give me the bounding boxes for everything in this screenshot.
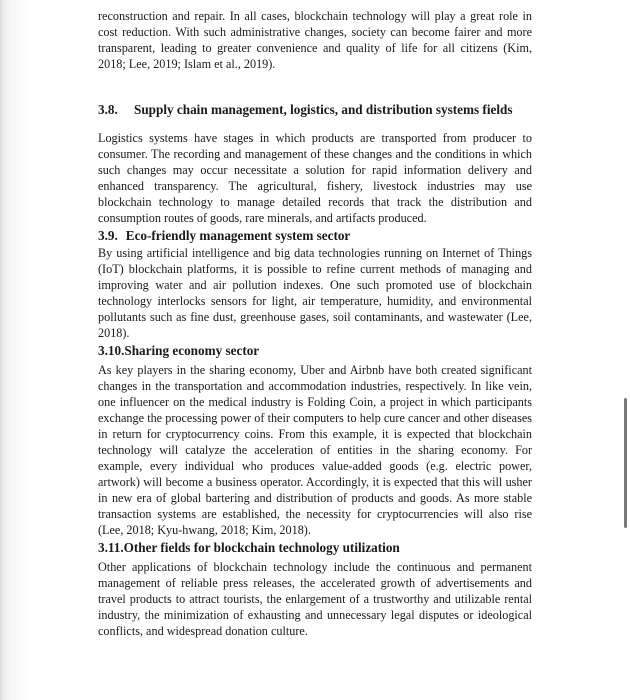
section-heading-3-8 [98, 101, 532, 118]
intro-paragraph: reconstruction and repair. In all cases, blockchain technology will play a great role in cost reduction. With such administrative changes, society can become fairer and more transparent, leading to greater convenience and quality of life for all citizens (Kim, 2018; Lee, 2019; Islam et al., 2019). [98, 9, 532, 71]
section-body-3-8: Logistics systems have stages in which products are transported from producer to consumer. The recording and management of these changes and the conditions in which such changes may occur necessitate a solution for rapid information delivery and enhanced transparency. The agricultural, fishery, livestock industries may use blockchain technology to manage detailed records that track the distribution and consumption routes of goods, rare minerals, and artifacts produced. [98, 131, 532, 225]
section-body-3-11: Other applications of blockchain technology include the continuous and permanent management of reliable press releases, the accelerated growth of advertisements and travel products to attract tourists, the enlargement of a trustworthy and utilizable rental industry, the minimization of exhausting and unnecessary legal disputes or ideological conflicts, and widespread donation culture. [98, 560, 532, 638]
document-body [98, 8, 532, 639]
section-heading-3-10 [98, 342, 532, 359]
section-heading-3-9 [98, 227, 532, 244]
section-number: 3.10. [98, 343, 125, 358]
section-title: Sharing economy sector [124, 343, 260, 358]
section-heading-3-11 [98, 539, 532, 556]
vertical-scrollbar[interactable] [624, 398, 627, 528]
page-edge-shadow [0, 0, 30, 700]
section-number: 3.9. [98, 228, 118, 243]
section-body-3-10: As key players in the sharing economy, Uber and Airbnb have both created significant changes in the transportation and accommodation industries, respectively. In like vein, one influencer on the medical industry is Folding Coin, a project in which participants exchange the processing power of their computers to help cure cancer and other diseases in return for cryptocurrency coins. From this example, it is expected that blockchain technology will catalyze the acceleration of entities in the sharing economy. For example, every individual who produces value-added goods (e.g. electric power, artwork) will become a business operator. Accordingly, it is expected that this will usher in new era of global bartering and distribution of products and goods. As more stable transaction systems are established, the necessity for cryptocurrencies will also rise (Lee, 2018; Kyu-hwang, 2018; Kim, 2018). [98, 363, 532, 537]
section-title: Eco-friendly management system sector [125, 228, 351, 243]
section-number: 3.8. [98, 102, 118, 117]
section-title: Other fields for blockchain technology utilization [123, 540, 400, 555]
section-body-3-9: By using artificial intelligence and big data technologies running on Internet of Things (IoT) blockchain platforms, it is possible to refine current methods of managing and improving water and air pollution indexes. One such promoted use of blockchain technology interlocks sensors for light, air temperature, humidity, and environmental pollutants such as fine dust, greenhouse gases, soil contaminants, and wastewater (Lee, 2018). [98, 246, 532, 340]
section-title: Supply chain management, logistics, and distribution systems fields [134, 102, 513, 117]
section-number: 3.11. [98, 540, 124, 555]
